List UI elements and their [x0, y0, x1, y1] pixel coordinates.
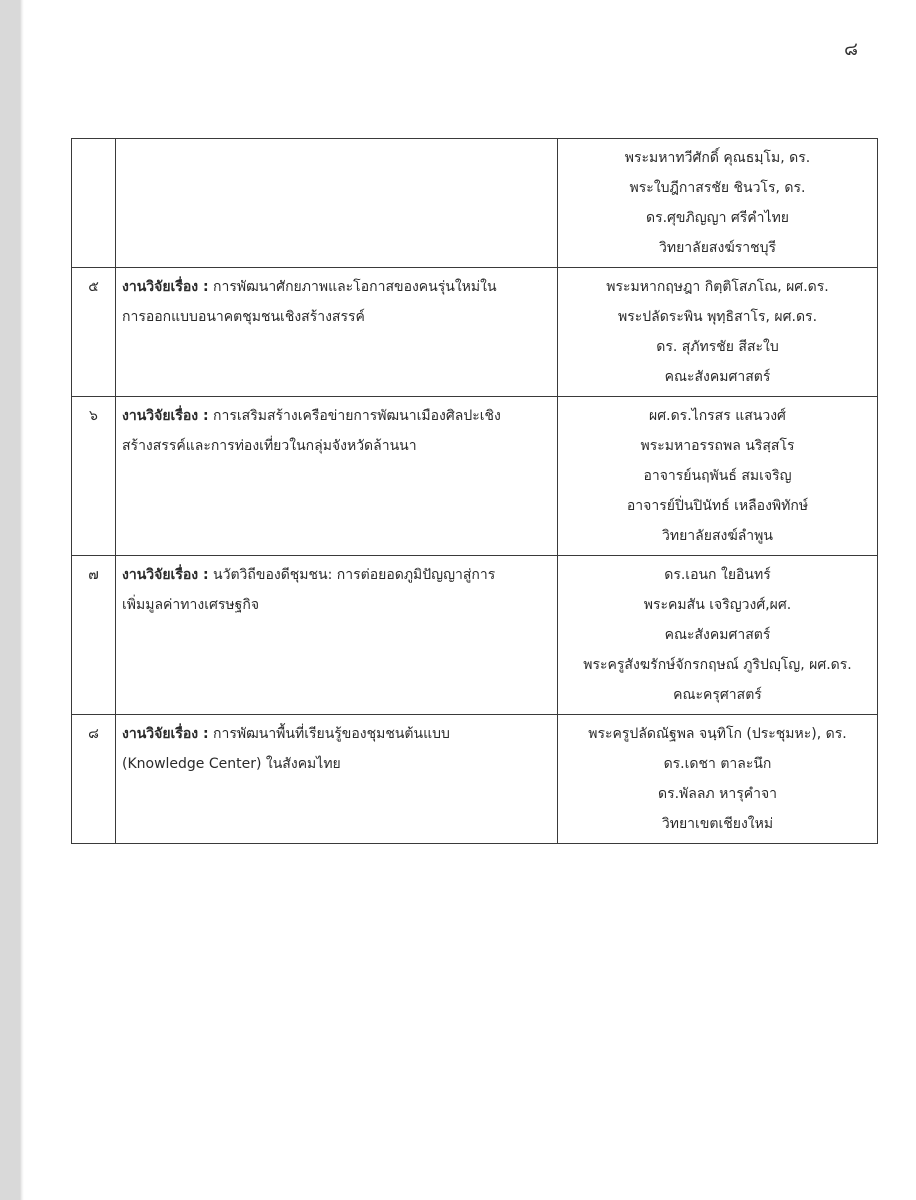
research-topic-cell — [116, 139, 558, 268]
topic-line: การออกแบบอนาคตชุมชนเชิงสร้างสรรค์ — [122, 309, 365, 325]
researchers-cell — [558, 139, 878, 268]
researchers-cell — [558, 268, 878, 397]
page-number: ๘ — [844, 39, 858, 60]
research-topic-cell — [116, 715, 558, 844]
row-number: ๗ — [72, 556, 116, 715]
researcher-line: ดร.ศุขภิญญา ศรีคำไทย — [645, 210, 790, 226]
topic-line: สร้างสรรค์และการท่องเที่ยวในกลุ่มจังหวัดล้านนา — [122, 438, 417, 454]
researcher-line: วิทยาลัยสงฆ์ราชบุรี — [659, 240, 776, 256]
research-label: งานวิจัยเรื่อง : — [122, 567, 209, 583]
row-number: ๕ — [72, 268, 116, 397]
table-row — [72, 268, 878, 397]
researcher-line: พระมหาทวีศักดิ์ คุณธมฺโม, ดร. — [624, 150, 811, 166]
topic-text: การเสริมสร้างเครือข่ายการพัฒนาเมืองศิลปะเชิง — [213, 408, 501, 424]
researcher-line: อาจารย์นฤพันธ์ สมเจริญ — [643, 468, 792, 484]
table-row — [72, 715, 878, 844]
row-number: ๘ — [72, 715, 116, 844]
research-label: งานวิจัยเรื่อง : — [122, 408, 209, 424]
research-table — [71, 138, 878, 844]
researchers-cell — [558, 397, 878, 556]
research-topic-cell — [116, 397, 558, 556]
researcher-line: พระคมสัน เจริญวงศ์,ผศ. — [643, 597, 792, 613]
researcher-line: ดร. สุภัทรชัย สีสะใบ — [656, 339, 779, 355]
research-topic-cell — [116, 556, 558, 715]
researchers-cell — [558, 715, 878, 844]
researcher-line: ดร.เดชา ตาละนึก — [663, 756, 772, 772]
researchers-cell — [558, 556, 878, 715]
researcher-line: ดร.เอนก ใยอินทร์ — [664, 567, 771, 583]
researcher-line: อาจารย์ปิ่นปินัทธ์ เหลืองพิทักษ์ — [626, 498, 809, 514]
researcher-line: พระครูสังฆรักษ์จักรกฤษณ์ ภูริปญฺโญ, ผศ.ดร. — [583, 657, 852, 673]
researcher-line: คณะสังคมศาสตร์ — [664, 627, 771, 643]
topic-text: การพัฒนาศักยภาพและโอกาสของคนรุ่นใหม่ใน — [213, 279, 497, 295]
topic-line: (Knowledge Center) ในสังคมไทย — [122, 756, 341, 772]
topic-text: การพัฒนาพื้นที่เรียนรู้ของชุมชนต้นแบบ — [213, 726, 450, 742]
table-row — [72, 556, 878, 715]
research-label: งานวิจัยเรื่อง : — [122, 726, 209, 742]
row-number — [72, 139, 116, 268]
researcher-line: ดร.พัลลภ หารุคำจา — [657, 786, 778, 802]
researcher-line: พระมหาอรรถพล นริสฺสโร — [640, 438, 795, 454]
topic-line: เพิ่มมูลค่าทางเศรษฐกิจ — [122, 597, 260, 613]
table-row — [72, 397, 878, 556]
researcher-line: วิทยาลัยสงฆ์ลำพูน — [662, 528, 773, 544]
topic-line — [122, 560, 547, 590]
topic-line — [122, 401, 547, 431]
researcher-line: พระมหากฤษฎา กิตฺติโสภโณ, ผศ.ดร. — [606, 279, 829, 295]
researcher-line: คณะครุศาสตร์ — [673, 687, 762, 703]
row-number: ๖ — [72, 397, 116, 556]
researcher-line: พระครูปลัดณัฐพล จนฺทิโก (ประชุมหะ), ดร. — [588, 726, 847, 742]
researcher-line: คณะสังคมศาสตร์ — [664, 369, 771, 385]
table-row — [72, 139, 878, 268]
researcher-line: พระใบฎีกาสรชัย ชินวโร, ดร. — [629, 180, 806, 196]
researcher-line: วิทยาเขตเชียงใหม่ — [661, 816, 774, 832]
topic-text: นวัตวิถีของดีชุมชน: การต่อยอดภูมิปัญญาสู่การ — [213, 567, 496, 583]
topic-line — [122, 719, 547, 749]
research-label: งานวิจัยเรื่อง : — [122, 279, 209, 295]
researcher-line: พระปลัดระพิน พุทฺธิสาโร, ผศ.ดร. — [617, 309, 818, 325]
research-topic-cell — [116, 268, 558, 397]
topic-line — [122, 272, 547, 302]
researcher-line: ผศ.ดร.ไกรสร แสนวงศ์ — [649, 408, 786, 424]
page-edge-shadow — [0, 0, 24, 1200]
